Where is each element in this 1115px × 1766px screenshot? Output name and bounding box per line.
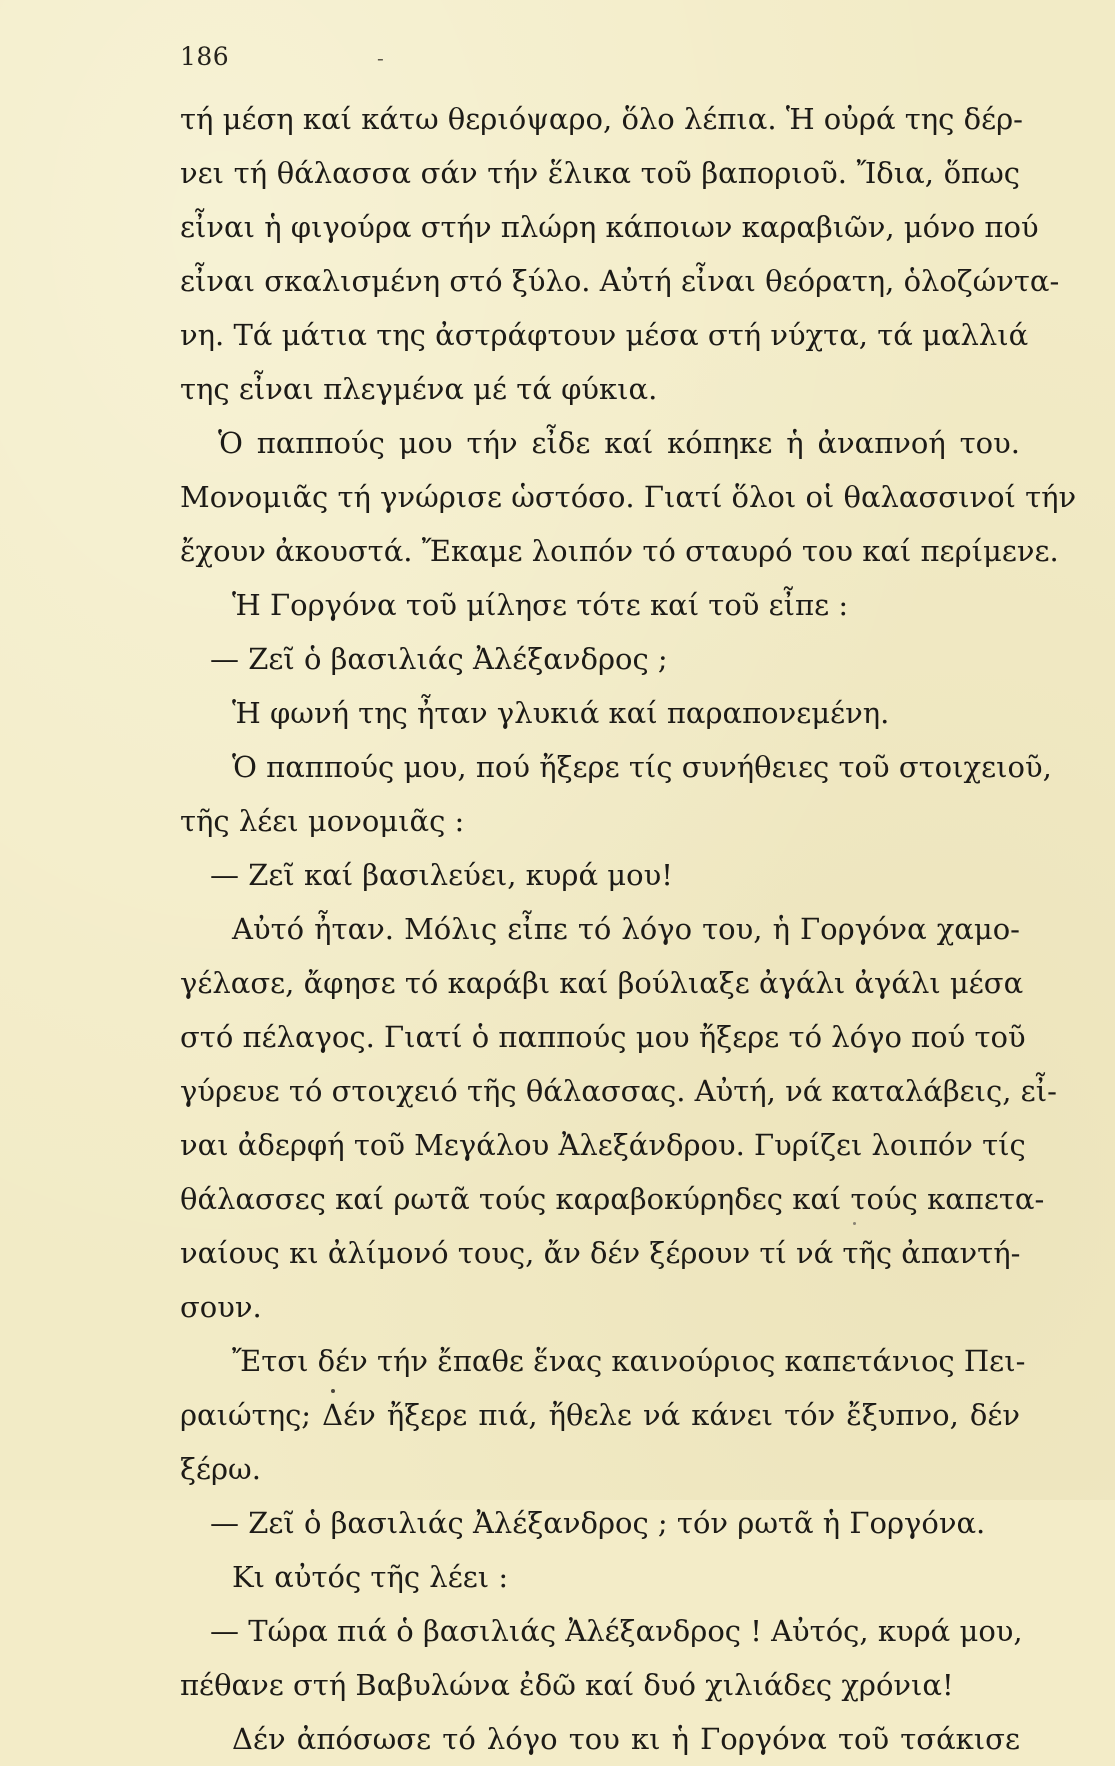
page-number: 186 <box>180 42 230 71</box>
text-line: ἔχουν ἀκουστά. Ἔκαμε λοιπόν τό σταυρό του καί περίμενε. <box>180 534 1059 568</box>
text-line: θάλασσες καί ρωτᾶ τούς καραβοκύρηδες καί τούς καπετα- <box>180 1182 1045 1216</box>
text-line: Ὁ παππούς μου, πού ἤξερε τίς συνήθειες τοῦ στοιχειοῦ, <box>232 750 1052 784</box>
text-line: Κι αὐτός τῆς λέει : <box>232 1560 509 1594</box>
text-line: τῆς λέει μονομιᾶς : <box>180 804 465 838</box>
text-line: ραιώτης; Δέν ἤξερε πιά, ἤθελε νά κάνει τόν ἔξυπνο, δέν <box>180 1398 1020 1432</box>
text-line: νη. Τά μάτια της ἀστράφτουν μέσα στή νύχτα, τά μαλλιά <box>180 318 1029 352</box>
text-line: — Ζεῖ ὁ βασιλιάς Ἀλέξανδρος ; τόν ρωτᾶ ἡ Γοργόνα. <box>210 1506 986 1540</box>
text-line: γύρευε τό στοιχειό τῆς θάλασσας. Αὐτή, νά καταλάβεις, εἶ- <box>180 1074 1057 1108</box>
body-text <box>180 92 1077 1766</box>
text-line: της εἶναι πλεγμένα μέ τά φύκια. <box>180 372 658 406</box>
text-line: εἶναι ἡ φιγούρα στήν πλώρη κάποιων καραβιῶν, μόνο πού <box>180 210 1039 244</box>
text-line: ξέρω. <box>180 1452 261 1486</box>
text-line: τή μέση καί κάτω θεριόψαρο, ὅλο λέπια. Ἡ οὐρά της δέρ- <box>180 102 1023 136</box>
text-line: Ἡ φωνή της ἦταν γλυκιά καί παραπονεμένη. <box>232 696 890 730</box>
text-line: εἶναι σκαλισμένη στό ξύλο. Αὐτή εἶναι θεόρατη, ὁλοζώντα- <box>180 264 1060 298</box>
text-line: Αὐτό ἦταν. Μόλις εἶπε τό λόγο του, ἡ Γοργόνα χαμο- <box>232 912 1020 946</box>
text-line: γέλασε, ἄφησε τό καράβι καί βούλιαξε ἀγάλι ἀγάλι μέσα <box>180 966 1024 1000</box>
text-line: ναι ἀδερφή τοῦ Μεγάλου Ἀλεξάνδρου. Γυρίζει λοιπόν τίς <box>180 1128 1026 1162</box>
ink-speck <box>331 1389 335 1393</box>
text-line: Ἔτσι δέν τήν ἔπαθε ἕνας καινούριος καπετάνιος Πει- <box>232 1344 1026 1378</box>
text-line: Ὁ παππούς μου τήν εἶδε καί κόπηκε ἡ ἀναπνοή του. <box>218 426 1020 460</box>
text-line: — Ζεῖ καί βασιλεύει, κυρά μου! <box>210 858 673 892</box>
text-line: νει τή θάλασσα σάν τήν ἕλικα τοῦ βαποριοῦ. Ἴδια, ὅπως <box>180 156 1020 190</box>
text-line: στό πέλαγος. Γιατί ὁ παππούς μου ἤξερε τό λόγο πού τοῦ <box>180 1020 1026 1054</box>
text-line: πέθανε στή Βαβυλώνα ἐδῶ καί δυό χιλιάδες χρόνια! <box>180 1668 954 1702</box>
text-line: Ἡ Γοργόνα τοῦ μίλησε τότε καί τοῦ εἶπε : <box>232 588 849 622</box>
header-dash: - <box>377 46 384 70</box>
text-line: — Τώρα πιά ὁ βασιλιάς Ἀλέξανδρος ! Αὐτός, κυρά μου, <box>210 1614 1023 1648</box>
text-line: — Ζεῖ ὁ βασιλιάς Ἀλέξανδρος ; <box>210 642 668 676</box>
text-line: ναίους κι ἀλίμονό τους, ἄν δέν ξέρουν τί νά τῆς ἀπαντή- <box>180 1236 1021 1270</box>
text-line: σουν. <box>180 1290 262 1324</box>
text-line: Δέν ἀπόσωσε τό λόγο του κι ἡ Γοργόνα τοῦ τσάκισε <box>232 1722 1020 1756</box>
ink-speck <box>853 1222 856 1225</box>
text-line: Μονομιᾶς τή γνώρισε ὡστόσο. Γιατί ὅλοι οἱ θαλασσινοί τήν <box>180 480 1077 514</box>
